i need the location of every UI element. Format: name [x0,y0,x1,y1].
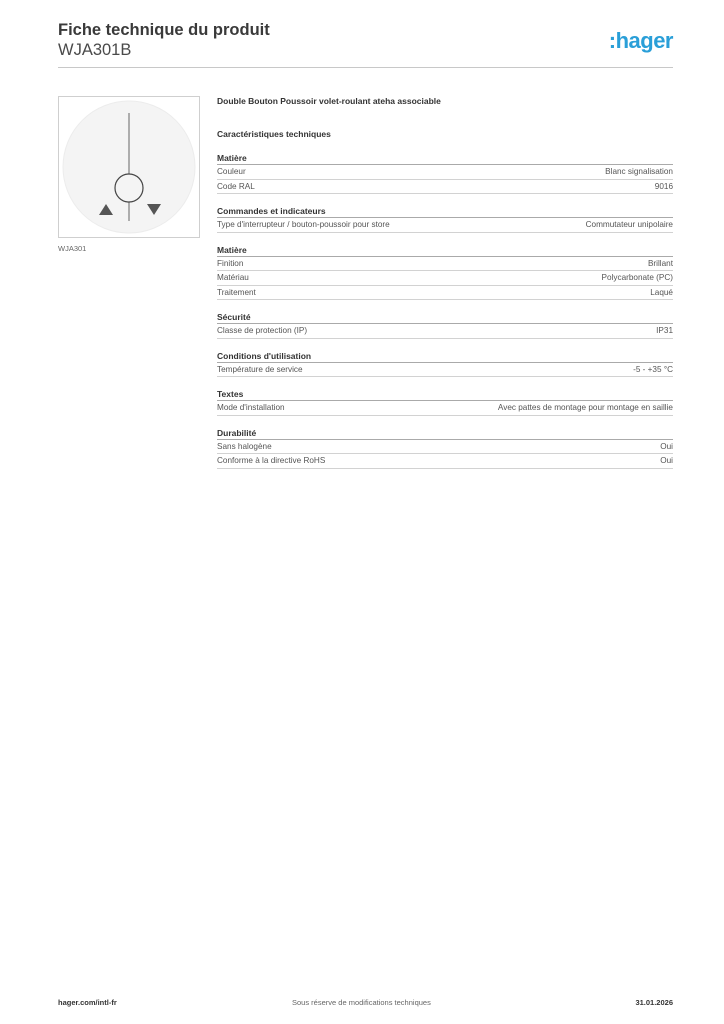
spec-row [217,165,673,180]
spec-value: Oui [660,441,673,451]
document-header [58,20,673,60]
spec-row [217,180,673,195]
section-title: Textes [217,388,673,401]
product-name: Double Bouton Poussoir volet-roulant ateha associable [217,96,441,106]
product-photo-icon [59,97,199,237]
spec-label: Classe de protection (IP) [217,326,308,335]
spec-row [217,454,673,469]
spec-value: Commutateur unipolaire [585,220,673,229]
spec-value: Laqué [650,287,673,297]
spec-value: IP31 [656,326,673,335]
spec-label: Couleur [217,167,246,176]
section-title: Commandes et indicateurs [217,205,673,218]
section-title: Sécurité [217,311,673,324]
spec-row [217,286,673,301]
footer-website: hager.com/intl-fr [58,998,117,1007]
footer-disclaimer: Sous réserve de modifications techniques [292,998,431,1007]
section-title: Durabilité [217,427,673,440]
section-title: Matière [217,244,673,257]
spec-label: Finition [217,258,244,268]
spec-label: Mode d'installation [217,403,285,412]
product-reference: WJA301B [58,41,132,59]
spec-value: Brillant [647,258,673,268]
image-caption: WJA301 [58,244,87,253]
spec-label: Code RAL [217,181,255,191]
section-title: Matière [217,152,673,165]
spec-label: Traitement [217,287,256,297]
spec-value: Blanc signalisation [605,167,673,176]
spec-value: 9016 [654,181,673,191]
spec-section [217,427,673,469]
footer-date: 31.01.2026 [635,998,673,1007]
spec-label: Matériau [217,273,249,282]
spec-row [217,401,673,416]
product-image [58,96,200,238]
spec-content [217,94,673,469]
document-title: Fiche technique du produit [58,21,270,39]
spec-sections [217,152,673,469]
hager-logo: :hager [608,28,673,53]
spec-section [217,388,673,416]
spec-section [217,350,673,378]
spec-row [217,257,673,272]
spec-value: Oui [660,456,673,465]
spec-section [217,152,673,194]
spec-row [217,271,673,286]
spec-row [217,440,673,455]
spec-label: Sans halogène [217,441,272,451]
spec-section [217,244,673,301]
spec-row [217,324,673,339]
spec-value: Polycarbonate (PC) [601,273,673,282]
spec-label: Conforme à la directive RoHS [217,456,326,465]
spec-value: Avec pattes de montage pour montage en saillie [497,403,673,412]
spec-row [217,363,673,378]
section-title: Conditions d'utilisation [217,350,673,363]
spec-section [217,205,673,233]
spec-row [217,218,673,233]
spec-label: Température de service [217,364,303,374]
spec-section [217,311,673,339]
tech-specs-heading: Caractéristiques techniques [217,129,331,139]
spec-label: Type d'interrupteur / bouton-poussoir pour store [217,220,390,229]
spec-value: -5 - +35 °C [633,364,673,374]
header-divider [58,67,673,68]
